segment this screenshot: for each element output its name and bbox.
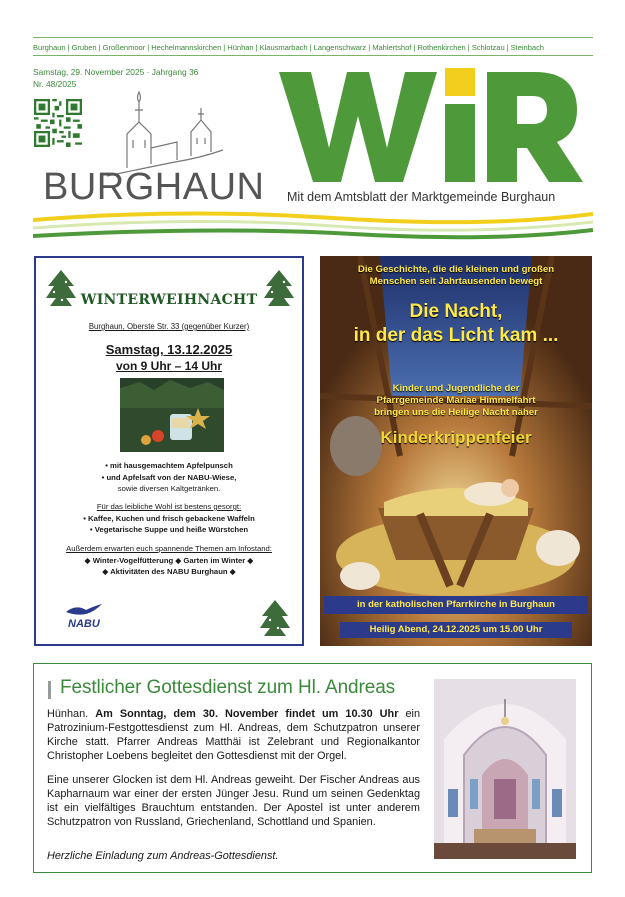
poster-item: • mit hausgemachtem Apfelpunsch (105, 461, 233, 470)
poster-food-item: • Kaffee, Kuchen und frisch gebackene Waffeln (83, 514, 255, 523)
poster-item: • und Apfelsaft von der NABU-Wiese, (101, 473, 237, 482)
poster2-title-line: Die Nacht, (409, 301, 503, 322)
village-list: Burghaun | Gruben | Großenmoor | Hechelmannskirchen | Hünhan | Klausmarbach | Langenschwarz | Mahlertshof | Rothenkirchen | Schlotzau | Steinbach (33, 43, 544, 52)
poster-food-intro: Für das leibliche Wohl ist bestens gesorgt: (96, 502, 242, 511)
poster2-kids-line: Kinder und Jugendliche der (392, 383, 520, 394)
poster-title: WINTERWEIHNACHT (80, 292, 258, 308)
article-paragraph-3: Herzliche Einladung zum Andreas-Gottesdienst. (47, 850, 279, 862)
tree-icon (258, 598, 292, 638)
poster2-kids-line: Pfarrgemeinde Mariae Himmelfahrt (376, 395, 536, 406)
poster2-when: Heilig Abend, 24.12.2025 um 15.00 Uhr (340, 622, 572, 638)
nabu-logo (64, 602, 120, 634)
poster-address: Burghaun, Oberste Str. 33 (gegenüber Kurzer) (88, 322, 250, 331)
poster2-intro-line: Menschen seit Jahrtausenden bewegt (369, 276, 543, 287)
mid-rule (33, 55, 593, 56)
poster2-intro-line: Die Geschichte, die die kleinen und großen (357, 264, 555, 275)
poster-topic-item: ◆ Winter-Vogelfütterung ◆ Garten im Winter ◆ (84, 556, 254, 565)
qr-code-icon[interactable] (34, 99, 82, 147)
article-title: Festlicher Gottesdienst zum Hl. Andreas (60, 677, 396, 698)
poster2-event: Kinderkrippenfeier (380, 428, 532, 447)
article-p1-rest: ein Patrozinium-Festgottesdienst zum Hl. Andreas, dem Schutzpatron unserer Kirche statt. Pfarrer Andreas Matthäi ist Zelebrant und Regionalkantor Christopher Loebens begleitet den Gottesdienst mit der Orgel. (47, 708, 421, 762)
issue-info (33, 66, 198, 90)
church-interior-photo (434, 679, 576, 859)
poster2-title-line: in der das Licht kam ... (353, 325, 559, 346)
poster-topics-intro: Außerdem erwarten euch spannende Themen am Infostand: (66, 544, 272, 553)
poster2-kids (320, 383, 592, 419)
apple-punch-photo (120, 378, 224, 452)
top-rule (33, 37, 593, 38)
kinderkrippenfeier-poster (320, 256, 592, 646)
article-box (33, 663, 592, 873)
article-lead: Hünhan. (47, 708, 89, 720)
poster-date: Samstag, 13.12.2025 (105, 342, 233, 357)
article-lead-bold: Am Sonntag, dem 30. November findet um 10.30 Uhr (95, 708, 399, 720)
poster-item-text: und Apfelsaft von der NABU-Wiese, (106, 473, 237, 482)
poster2-intro (320, 264, 592, 288)
poster-time: von 9 Uhr – 14 Uhr (115, 359, 223, 373)
poster-food-item: • Vegetarische Suppe und heiße Würstchen (89, 525, 249, 534)
issue-number: Nr. 48/2025 (33, 79, 77, 89)
poster-item-sub: sowie diversen Kaltgetränken. (117, 484, 221, 493)
wir-logo (277, 58, 587, 188)
poster2-kids-line: bringen uns die Heilige Nacht näher (374, 407, 538, 418)
title-marker (48, 681, 51, 699)
article-paragraph-1 (47, 707, 420, 763)
issue-date: Samstag, 29. November 2025 · Jahrgang 36 (33, 67, 199, 77)
bird-icon (64, 602, 104, 618)
nabu-text: NABU (68, 618, 100, 630)
winterweihnacht-poster (34, 256, 304, 646)
subtitle: Mit dem Amtsblatt der Marktgemeinde Burghaun (287, 190, 556, 204)
article-paragraph-2: Eine unserer Glocken ist dem Hl. Andreas geweiht. Der Fischer Andreas aus Kapharnaum war einer der ersten Jünger Jesu. Rund um seinen Gedenktag ist ein vielfältiges Brauchtum entstanden. Der Apostel ist unter anderem Schutzpatron von Russland, Griechenland, Schottland und Spanien. (47, 774, 420, 828)
poster-topic-item: ◆ Aktivitäten des NABU Burghaun ◆ (102, 567, 236, 576)
poster2-title (320, 300, 592, 348)
poster-item-text: mit hausgemachtem Apfelpunsch (110, 461, 233, 470)
poster2-place: in der katholischen Pfarrkirche in Burghaun (324, 596, 588, 614)
wir-logo-graphic (277, 58, 587, 188)
brand-word: BURGHAUN (43, 166, 265, 208)
header-swoosh (33, 206, 593, 242)
